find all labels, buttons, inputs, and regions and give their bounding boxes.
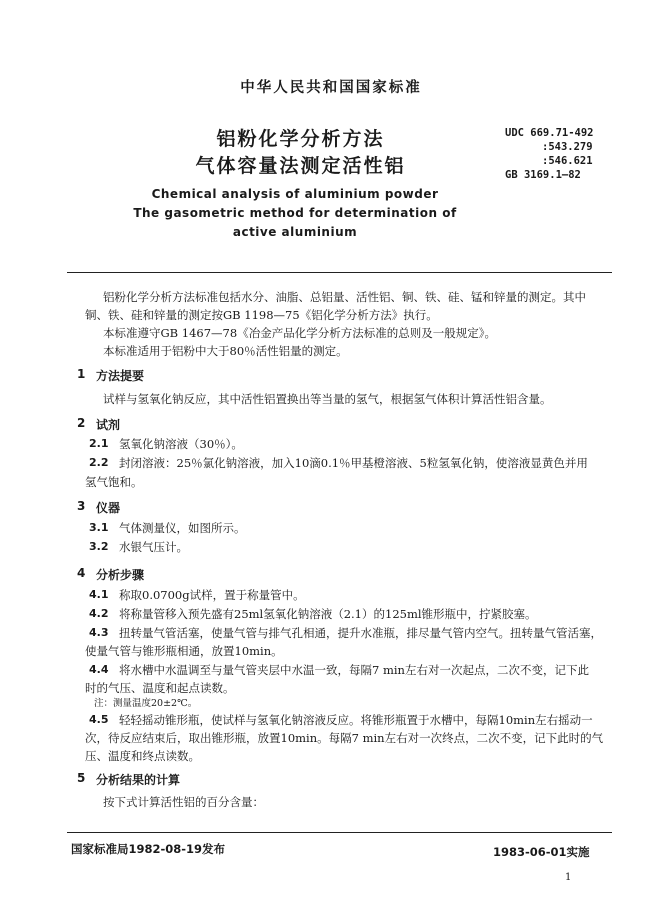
effective-date: 1983-06-01实施 — [493, 845, 590, 859]
english-title-line-1: Chemical analysis of aluminium powder — [151, 187, 439, 201]
udc-code-line-3: :546.621 — [542, 155, 593, 167]
clause-4-5-continuation-1: 次，待反应结束后，取出锥形瓶，放置10min。每隔7 min左右对一次终点，二次不变，记下此时的气 — [85, 731, 604, 745]
clause-4-4-note: 注：测量温度20±2℃。 — [94, 698, 198, 709]
clause-4-1-text: 称取0.0700g试样，置于称量管中。 — [119, 588, 305, 602]
page-number: 1 — [565, 872, 572, 883]
intro-line-3: 本标准遵守GB 1467—78《冶金产品化学分析方法标准的总则及一般规定》。 — [103, 326, 496, 340]
clause-2-2-number: 2.2 — [89, 456, 109, 469]
clause-4-5-continuation-2: 压、温度和终点读数。 — [85, 749, 200, 763]
clause-4-1-number: 4.1 — [89, 588, 109, 601]
issue-date: 国家标准局1982-08-19发布 — [71, 842, 226, 856]
clause-2-2-text: 封闭溶液：25％氯化钠溶液，加入10滴0.1％甲基橙溶液、5粒氢氧化钠，使溶液显黄色并用 — [119, 456, 588, 470]
header-divider — [67, 272, 612, 273]
udc-code-line-2: :543.279 — [542, 141, 593, 153]
section-2-number: 2 — [77, 416, 86, 430]
section-1-title: 方法提要 — [96, 369, 145, 383]
section-4-title: 分析步骤 — [96, 568, 145, 582]
clause-3-2-text: 水银气压计。 — [119, 540, 188, 554]
chinese-title-line-1: 铝粉化学分析方法 — [216, 128, 385, 150]
clause-4-2-number: 4.2 — [89, 607, 109, 620]
clause-4-5-text: 轻轻摇动锥形瓶，使试样与氢氧化钠溶液反应。将锥形瓶置于水槽中，每隔10min左右摇动一 — [119, 713, 593, 727]
chinese-title-line-2: 气体容量法测定活性铝 — [195, 155, 406, 177]
section-4-number: 4 — [77, 566, 86, 580]
intro-line-4: 本标准适用于铝粉中大于80％活性铝量的测定。 — [103, 344, 348, 358]
clause-4-4-number: 4.4 — [89, 663, 109, 676]
section-5-number: 5 — [77, 771, 86, 785]
section-5-title: 分析结果的计算 — [96, 773, 181, 787]
section-1-number: 1 — [77, 367, 86, 381]
clause-4-3-number: 4.3 — [89, 626, 109, 639]
clause-2-1-text: 氢氧化钠溶液（30％）。 — [119, 437, 243, 451]
section-3-number: 3 — [77, 499, 86, 513]
clause-2-2-continuation: 氢气饱和。 — [85, 475, 143, 489]
clause-4-3-text: 扭转量气管活塞，使量气管与排气孔相通，提升水准瓶，排尽量气管内空气。扭转量气管活塞， — [119, 626, 602, 640]
section-2-title: 试剂 — [96, 418, 121, 432]
clause-3-1-number: 3.1 — [89, 521, 109, 534]
section-3-title: 仪器 — [96, 501, 121, 515]
standard-type-header: 中华人民共和国国家标准 — [240, 80, 422, 96]
clause-3-1-text: 气体测量仪，如图所示。 — [119, 521, 246, 535]
udc-code-line-1: UDC 669.71-492 — [505, 127, 594, 139]
clause-4-2-text: 将称量管移入预先盛有25ml氢氧化钠溶液（2.1）的125ml锥形瓶中，拧紧胶塞。 — [119, 607, 537, 621]
clause-4-4-text: 将水槽中水温调至与量气管夹层中水温一致，每隔7 min左右对一次起点，二次不变，记下此 — [119, 663, 589, 677]
section-5-body: 按下式计算活性铝的百分含量： — [103, 795, 264, 809]
intro-line-1: 铝粉化学分析方法标准包括水分、油脂、总铝量、活性铝、铜、铁、硅、锰和锌量的测定。其中 — [103, 290, 586, 304]
clause-4-4-continuation: 时的气压、温度和起点读数。 — [85, 681, 235, 695]
section-1-body: 试样与氢氧化钠反应，其中活性铝置换出等当量的氢气，根据氢气体积计算活性铝含量。 — [103, 392, 552, 406]
english-title-line-2: The gasometric method for determination of — [133, 206, 457, 220]
footer-divider — [67, 832, 612, 833]
clause-2-1-number: 2.1 — [89, 437, 109, 450]
english-title-line-3: active aluminium — [232, 225, 358, 239]
clause-3-2-number: 3.2 — [89, 540, 109, 553]
gb-standard-code: GB 3169.1—82 — [505, 169, 581, 181]
clause-4-5-number: 4.5 — [89, 713, 109, 726]
clause-4-3-continuation: 使量气管与锥形瓶相通，放置10min。 — [85, 644, 283, 658]
intro-line-2: 铜、铁、硅和锌量的测定按GB 1198—75《铝化学分析方法》执行。 — [85, 308, 438, 322]
